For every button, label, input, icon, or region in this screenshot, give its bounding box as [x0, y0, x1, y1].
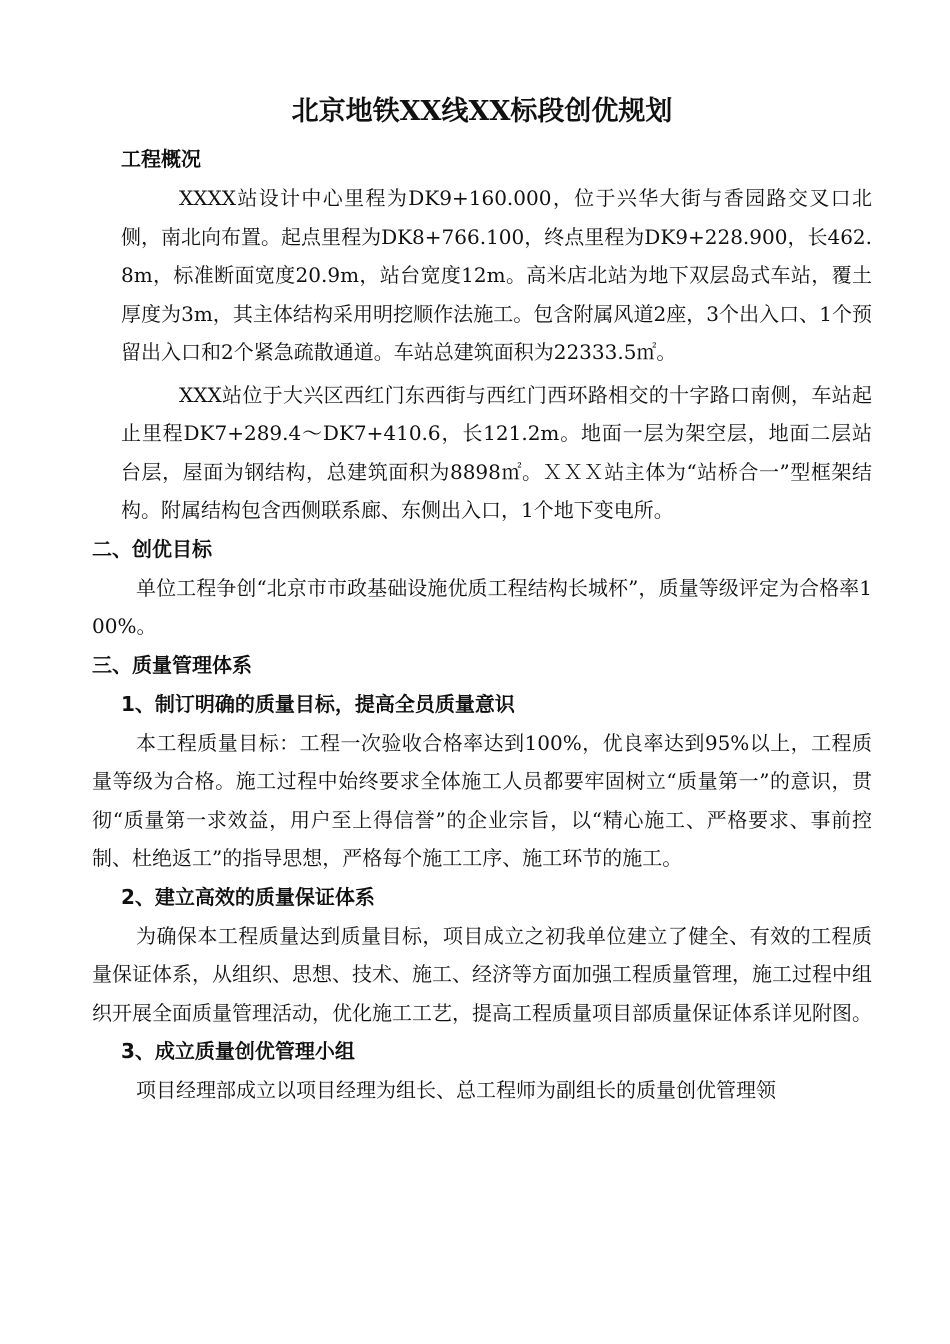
- subsection-2-heading: 2、建立高效的质量保证体系: [121, 884, 375, 909]
- document-page: [92, 84, 872, 1110]
- section-overview-heading: 工程概况: [121, 147, 201, 171]
- subsection-3-heading: 3、成立质量创优管理小组: [121, 1039, 355, 1063]
- section-goals-heading: 二、创优目标: [92, 536, 212, 561]
- section-overview: [92, 140, 872, 530]
- goals-paragraph: 单位工程争创“北京市市政基础设施优质工程结构长城杯”，质量等级评定为合格率100%。: [92, 575, 872, 638]
- overview-paragraph-1: XXXX站设计中心里程为DK9+160.000，位于兴华大街与香园路交叉口北侧，南北向布置。起点里程为DK8+766.100，终点里程为DK9+228.900，长462.8m，标准断面宽度20.9m，站台宽度12m。高米店北站为地下双层岛式车站，覆土厚度为3m，其主体结构采用明挖顺作法施工。包含附属风道2座，3个出入口、1个预留出入口和2个紧急疏散通道。车站总建筑面积为22333.5㎡。: [121, 186, 872, 364]
- document-title: 北京地铁XX线XX标段创优规划: [291, 96, 673, 127]
- overview-paragraph-2: XXX站位于大兴区西红门东西街与西红门西环路相交的十字路口南侧，车站起止里程DK7+289.4～DK7+410.6，长121.2m。地面一层为架空层，地面二层站台层，屋面为钢结构，总建筑面积为8898㎡。ＸＸＸ站主体为“站桥合一”型框架结构。附属结构包含西侧联系廊、东侧出入口，1个地下变电所。: [121, 382, 872, 522]
- section-quality-heading: 三、质量管理体系: [92, 652, 252, 677]
- subsection-1-paragraph: 本工程质量目标：工程一次验收合格率达到100%，优良率达到95%以上，工程质量等级为合格。施工过程中始终要求全体施工人员都要牢固树立“质量第一”的意识，贯彻“质量第一求效益，用户至上得信誉”的企业宗旨，以“精心施工、严格要求、事前控制、杜绝返工”的指导思想，严格每个施工工序、施工环节的施工。: [92, 730, 872, 870]
- subsection-2-paragraph: 为确保本工程质量达到质量目标，项目成立之初我单位建立了健全、有效的工程质量保证体系，从组织、思想、技术、施工、经济等方面加强工程质量管理，施工过程中组织开展全面质量管理活动，优化施工工艺，提高工程质量项目部质量保证体系详见附图。: [92, 923, 872, 1025]
- subsection-1-heading: 1、制订明确的质量目标，提高全员质量意识: [121, 691, 515, 716]
- section-goals: [92, 530, 872, 646]
- subsection-3-paragraph: 项目经理部成立以项目经理为组长、总工程师为副组长的质量创优管理领: [136, 1078, 776, 1102]
- section-quality-system: [92, 646, 872, 1110]
